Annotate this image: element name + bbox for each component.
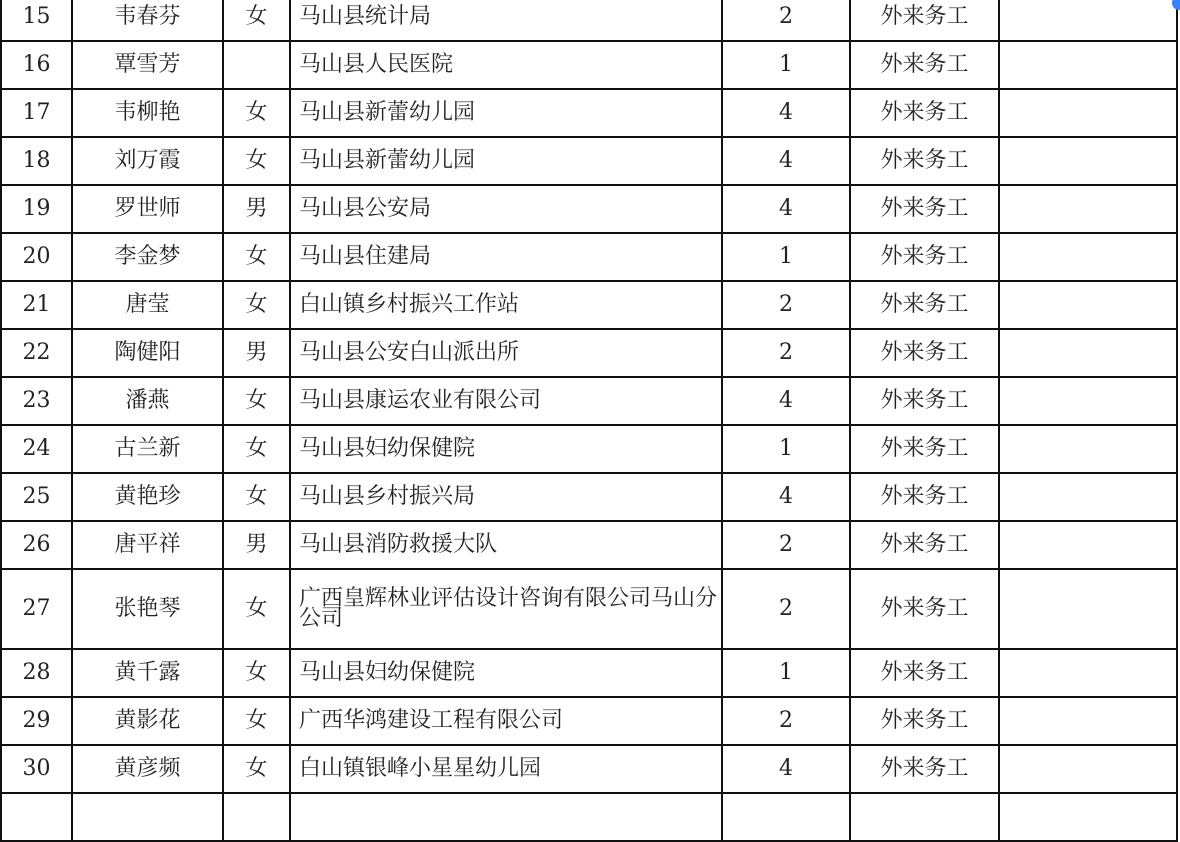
employer <box>290 41 722 89</box>
row-number: 26 <box>1 521 72 569</box>
employer <box>290 233 722 281</box>
table-row-partial <box>1 793 1177 841</box>
row-number: 17 <box>1 89 72 137</box>
table-row <box>1 745 1177 793</box>
month-count: 2 <box>722 569 850 649</box>
roster-table-body <box>1 0 1177 841</box>
table-row <box>1 697 1177 745</box>
employer-text: 马山县公安局 <box>299 196 432 221</box>
month-count: 2 <box>722 329 850 377</box>
table-row <box>1 233 1177 281</box>
employer <box>290 649 722 697</box>
table-row <box>1 89 1177 137</box>
gender: 女 <box>223 89 290 137</box>
person-name: 唐莹 <box>72 281 223 329</box>
person-name: 黄彦频 <box>72 745 223 793</box>
table-row <box>1 185 1177 233</box>
note-cell <box>999 185 1177 233</box>
row-number: 20 <box>1 233 72 281</box>
month-count: 2 <box>722 281 850 329</box>
worker-type: 外来务工 <box>850 137 999 185</box>
row-number: 29 <box>1 697 72 745</box>
row-number: 21 <box>1 281 72 329</box>
employer <box>290 569 722 649</box>
worker-type: 外来务工 <box>850 89 999 137</box>
employer-text: 马山县乡村振兴局 <box>299 484 476 509</box>
person-name: 李金梦 <box>72 233 223 281</box>
worker-type: 外来务工 <box>850 569 999 649</box>
person-name: 刘万霞 <box>72 137 223 185</box>
note-cell <box>999 89 1177 137</box>
employer-text: 白山镇乡村振兴工作站 <box>299 292 520 317</box>
empty-cell <box>722 793 850 841</box>
employer-text: 马山县新蕾幼儿园 <box>299 148 476 173</box>
gender: 男 <box>223 521 290 569</box>
gender: 女 <box>223 473 290 521</box>
note-cell <box>999 425 1177 473</box>
table-row <box>1 137 1177 185</box>
employer <box>290 137 722 185</box>
table-row <box>1 0 1177 41</box>
gender <box>223 41 290 89</box>
month-count: 2 <box>722 697 850 745</box>
employer <box>290 745 722 793</box>
table-row <box>1 473 1177 521</box>
employer <box>290 473 722 521</box>
note-cell <box>999 649 1177 697</box>
note-cell <box>999 377 1177 425</box>
empty-cell <box>999 793 1177 841</box>
row-number: 15 <box>1 0 72 41</box>
note-cell <box>999 137 1177 185</box>
row-number: 16 <box>1 41 72 89</box>
person-name: 黄艳珍 <box>72 473 223 521</box>
employer <box>290 329 722 377</box>
gender: 女 <box>223 233 290 281</box>
table-row <box>1 329 1177 377</box>
person-name: 陶健阳 <box>72 329 223 377</box>
note-cell <box>999 521 1177 569</box>
worker-type: 外来务工 <box>850 377 999 425</box>
employer-text: 马山县公安白山派出所 <box>299 340 520 365</box>
employer <box>290 425 722 473</box>
gender: 女 <box>223 745 290 793</box>
month-count: 4 <box>722 137 850 185</box>
note-cell <box>999 233 1177 281</box>
worker-type: 外来务工 <box>850 185 999 233</box>
worker-type: 外来务工 <box>850 425 999 473</box>
worker-type: 外来务工 <box>850 697 999 745</box>
employer-text: 马山县消防救援大队 <box>299 532 498 557</box>
gender: 女 <box>223 569 290 649</box>
table-row <box>1 649 1177 697</box>
month-count: 1 <box>722 233 850 281</box>
person-name: 古兰新 <box>72 425 223 473</box>
empty-cell <box>1 793 72 841</box>
note-cell <box>999 473 1177 521</box>
employer <box>290 0 722 41</box>
gender: 男 <box>223 329 290 377</box>
month-count: 1 <box>722 41 850 89</box>
person-name: 黄影花 <box>72 697 223 745</box>
month-count: 2 <box>722 521 850 569</box>
employer-text: 白山镇银峰小星星幼儿园 <box>299 756 542 781</box>
row-number: 30 <box>1 745 72 793</box>
row-number: 25 <box>1 473 72 521</box>
row-number: 22 <box>1 329 72 377</box>
month-count: 4 <box>722 377 850 425</box>
employer <box>290 89 722 137</box>
worker-type: 外来务工 <box>850 0 999 41</box>
month-count: 1 <box>722 649 850 697</box>
table-row <box>1 377 1177 425</box>
person-name: 覃雪芳 <box>72 41 223 89</box>
row-number: 27 <box>1 569 72 649</box>
gender: 女 <box>223 697 290 745</box>
table-row <box>1 569 1177 649</box>
employer-text: 广西皇辉林业评估设计咨询有限公司马山分公司 <box>299 586 718 631</box>
employer-text: 马山县新蕾幼儿园 <box>299 100 476 125</box>
employer-text: 马山县统计局 <box>299 4 432 29</box>
empty-cell <box>72 793 223 841</box>
gender: 女 <box>223 281 290 329</box>
month-count: 4 <box>722 89 850 137</box>
row-number: 23 <box>1 377 72 425</box>
gender: 女 <box>223 377 290 425</box>
gender: 女 <box>223 425 290 473</box>
person-name: 唐平祥 <box>72 521 223 569</box>
month-count: 2 <box>722 0 850 41</box>
month-count: 4 <box>722 473 850 521</box>
note-cell <box>999 0 1177 41</box>
gender: 女 <box>223 649 290 697</box>
note-cell <box>999 41 1177 89</box>
employer-text: 马山县人民医院 <box>299 52 454 77</box>
empty-cell <box>850 793 999 841</box>
employer-text: 马山县住建局 <box>299 244 432 269</box>
note-cell <box>999 329 1177 377</box>
employer-text: 马山县妇幼保健院 <box>299 660 476 685</box>
month-count: 4 <box>722 185 850 233</box>
worker-type: 外来务工 <box>850 521 999 569</box>
row-number: 24 <box>1 425 72 473</box>
gender: 男 <box>223 185 290 233</box>
person-name: 张艳琴 <box>72 569 223 649</box>
worker-type: 外来务工 <box>850 473 999 521</box>
employer-text: 马山县康运农业有限公司 <box>299 388 542 413</box>
employer <box>290 377 722 425</box>
worker-type: 外来务工 <box>850 329 999 377</box>
person-name: 韦春芬 <box>72 0 223 41</box>
table-row <box>1 281 1177 329</box>
month-count: 4 <box>722 745 850 793</box>
table-row <box>1 425 1177 473</box>
person-name: 潘燕 <box>72 377 223 425</box>
gender: 女 <box>223 0 290 41</box>
employer-text: 广西华鸿建设工程有限公司 <box>299 708 564 733</box>
note-cell <box>999 281 1177 329</box>
employer <box>290 281 722 329</box>
empty-cell <box>290 793 722 841</box>
employer-text: 马山县妇幼保健院 <box>299 436 476 461</box>
month-count: 1 <box>722 425 850 473</box>
worker-type: 外来务工 <box>850 41 999 89</box>
note-cell <box>999 569 1177 649</box>
gender: 女 <box>223 137 290 185</box>
employer <box>290 185 722 233</box>
employer <box>290 697 722 745</box>
row-number: 18 <box>1 137 72 185</box>
empty-cell <box>223 793 290 841</box>
note-cell <box>999 697 1177 745</box>
person-name: 韦柳艳 <box>72 89 223 137</box>
worker-type: 外来务工 <box>850 233 999 281</box>
worker-type: 外来务工 <box>850 281 999 329</box>
table-row <box>1 521 1177 569</box>
person-name: 罗世师 <box>72 185 223 233</box>
row-number: 19 <box>1 185 72 233</box>
worker-type: 外来务工 <box>850 745 999 793</box>
note-cell <box>999 745 1177 793</box>
row-number: 28 <box>1 649 72 697</box>
employer <box>290 521 722 569</box>
person-name: 黄千露 <box>72 649 223 697</box>
worker-type: 外来务工 <box>850 649 999 697</box>
table-row <box>1 41 1177 89</box>
